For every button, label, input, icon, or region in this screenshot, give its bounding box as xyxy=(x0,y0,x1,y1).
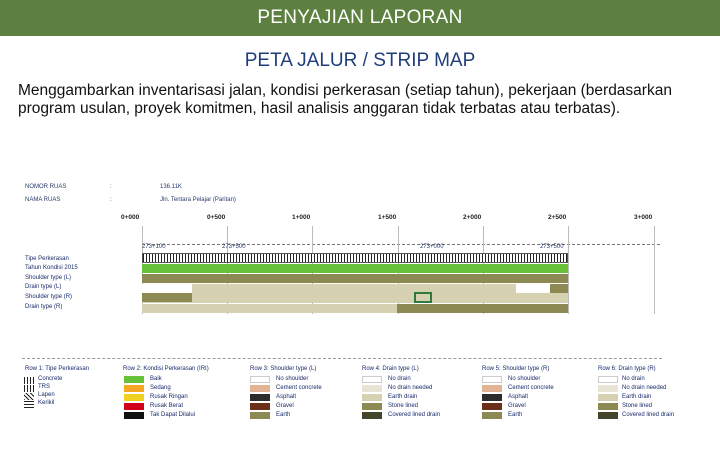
legend-item: Covered lined drain xyxy=(388,412,441,418)
grid-line xyxy=(568,226,569,314)
legend-item: No drain needed xyxy=(622,385,667,391)
nomor-ruas-value: 136.11K xyxy=(160,184,182,190)
legend-title: Row 6: Drain type (R) xyxy=(598,366,656,372)
legend-item: No drain needed xyxy=(388,385,433,391)
km-tick: 0+000 xyxy=(121,214,140,221)
legend-swatch xyxy=(482,394,502,401)
drain-left-bar xyxy=(142,284,568,303)
legend-title: Row 3: Shoulder type (L) xyxy=(250,366,317,372)
legend-swatch xyxy=(250,385,270,392)
legend-title: Row 4: Drain type (L) xyxy=(362,366,419,372)
drain-left-gap xyxy=(142,284,192,293)
shoulder-right-segment xyxy=(142,293,192,302)
legend-swatch xyxy=(24,401,34,408)
legend-swatch xyxy=(362,376,382,383)
km-tick: 1+000 xyxy=(292,214,311,221)
colon: : xyxy=(110,184,112,190)
legend-item: Gravel xyxy=(276,403,294,409)
drain-left-segment xyxy=(550,284,568,293)
row-label: Shoulder type (R) xyxy=(25,294,73,300)
legend-item: Stone lined xyxy=(622,403,653,409)
legend-title: Row 1: Tipe Perkerasan xyxy=(25,366,90,372)
legend-swatch xyxy=(24,393,34,400)
km-tick: 0+500 xyxy=(207,214,226,221)
sta-label: 273+500 xyxy=(222,244,246,250)
legend-item: Cement concrete xyxy=(508,385,554,391)
nomor-ruas-label: NOMOR RUAS xyxy=(25,184,67,190)
legend-item: Earth drain xyxy=(388,394,418,400)
grid-line xyxy=(654,226,655,314)
legend-swatch xyxy=(362,394,382,401)
legend-swatch xyxy=(482,412,502,419)
pavement-type-bar xyxy=(142,253,568,263)
legend-item: Asphalt xyxy=(276,394,297,400)
legend-item: Earth xyxy=(276,412,291,418)
legend-item: No drain xyxy=(388,376,411,382)
legend-item: Concrete xyxy=(38,376,63,382)
km-tick: 1+500 xyxy=(378,214,397,221)
legend-item: Lapen xyxy=(38,392,55,398)
legend-swatch xyxy=(24,377,34,384)
legend-divider xyxy=(22,358,662,360)
selection-marker[interactable] xyxy=(414,292,432,303)
legend-swatch xyxy=(124,412,144,419)
shoulder-left-bar xyxy=(142,274,568,283)
legend-item: Cement concrete xyxy=(276,385,322,391)
legend-swatch xyxy=(362,385,382,392)
condition-bar xyxy=(142,264,568,273)
legend-swatch xyxy=(250,376,270,383)
legend-item: Stone lined xyxy=(388,403,419,409)
legend-item: Tak Dapat Dilalui xyxy=(150,412,196,418)
legend-item: No shoulder xyxy=(276,376,309,382)
row-label: Drain type (R) xyxy=(25,304,63,310)
slide-subtitle: PETA JALUR / STRIP MAP xyxy=(244,50,476,71)
legend-item: Sedang xyxy=(150,385,171,391)
legend-swatch xyxy=(482,376,502,383)
legend-swatch xyxy=(482,385,502,392)
legend-item: No drain xyxy=(622,376,645,382)
legend-swatch xyxy=(598,376,618,383)
sta-label: 273+000 xyxy=(420,244,444,250)
legend-item: Earth xyxy=(508,412,523,418)
legend-swatch xyxy=(250,403,270,410)
legend-swatch xyxy=(124,385,144,392)
sta-label: 273+100 xyxy=(142,244,166,250)
legend-swatch xyxy=(124,403,144,410)
legend-item: No shoulder xyxy=(508,376,541,382)
row-label: Tipe Perkerasan xyxy=(25,256,69,262)
colon: : xyxy=(110,197,112,203)
legend-swatch xyxy=(24,385,34,392)
drain-right-bar xyxy=(142,304,397,313)
legend-item: Rusak Berat xyxy=(150,403,184,409)
drain-right-bar xyxy=(397,304,568,313)
km-axis xyxy=(142,224,660,245)
legend-swatch xyxy=(250,394,270,401)
drain-left-gap xyxy=(516,284,550,293)
legend-swatch xyxy=(598,403,618,410)
legend-item: Baik xyxy=(150,376,162,382)
legend-item: Asphalt xyxy=(508,394,529,400)
legend-item: Kerikil xyxy=(38,400,55,406)
row-label: Tahun Kondisi 2015 xyxy=(25,265,78,271)
legend-title: Row 2: Kondisi Perkerasan (IRI) xyxy=(123,366,209,372)
legend-swatch xyxy=(598,385,618,392)
nama-ruas-value: Jln. Tentara Pelajar (Paritan) xyxy=(160,197,236,203)
slide-description: Menggambarkan inventarisasi jalan, kondisi perkerasan (setiap tahun), pekerjaan (berdasarkan program usulan, proyek komitmen, hasil analisis anggaran tidak terbatas atau terbatas). xyxy=(18,82,672,117)
slide-header: PENYAJIAN LAPORAN xyxy=(0,0,720,36)
nama-ruas-label: NAMA RUAS xyxy=(25,197,61,203)
legend-swatch xyxy=(124,376,144,383)
legend-item: Gravel xyxy=(508,403,526,409)
legend-swatch xyxy=(598,412,618,419)
legend-swatch xyxy=(362,403,382,410)
legend-item: TRS xyxy=(38,384,50,390)
legend-title: Row 5: Shoulder type (R) xyxy=(482,366,550,372)
legend-swatch xyxy=(482,403,502,410)
legend-swatch xyxy=(250,412,270,419)
km-tick: 3+000 xyxy=(634,214,653,221)
km-tick: 2+500 xyxy=(548,214,567,221)
km-tick: 2+000 xyxy=(463,214,482,221)
legend-swatch xyxy=(362,412,382,419)
legend-item: Rusak Ringan xyxy=(150,394,188,400)
sta-label: 273+500 xyxy=(540,244,564,250)
legend-item: Earth drain xyxy=(622,394,652,400)
legend-swatch xyxy=(598,394,618,401)
legend-swatch xyxy=(124,394,144,401)
row-label: Drain type (L) xyxy=(25,284,62,290)
legend-item: Covered lined drain xyxy=(622,412,675,418)
row-label: Shoulder type (L) xyxy=(25,275,72,281)
